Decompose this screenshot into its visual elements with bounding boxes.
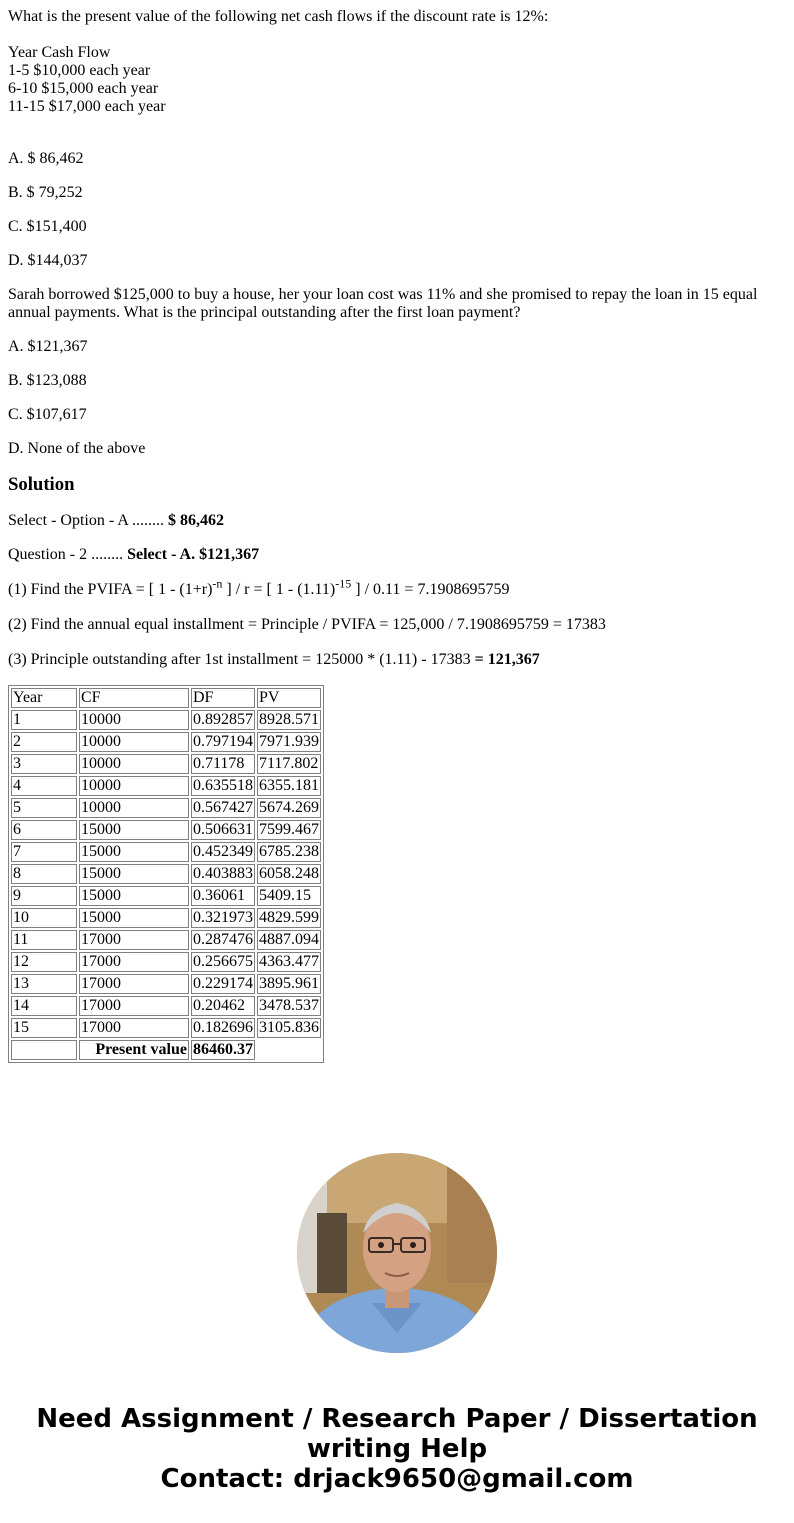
question2-option-a: A. $121,367 <box>8 338 88 355</box>
header-df: DF <box>191 688 255 708</box>
cell-df: 0.452349 <box>193 843 253 860</box>
cell-pv: 5674.269 <box>259 799 319 816</box>
solution-heading: Solution <box>8 474 75 495</box>
cell-year: 10 <box>11 908 77 928</box>
cell-pv: 7599.467 <box>259 821 319 838</box>
cell-year: 13 <box>11 974 77 994</box>
cashflow-list <box>8 44 786 116</box>
step1-part-c: ] / 0.11 = 7.1908695759 <box>351 581 510 598</box>
cell-cf: 15000 <box>79 886 189 906</box>
present-value-table <box>8 685 324 1063</box>
cell-year: 6 <box>11 820 77 840</box>
step1-superscript-n: -n <box>212 576 223 591</box>
cell-year: 5 <box>11 798 77 818</box>
answer2 <box>8 546 786 564</box>
table-row <box>11 996 321 1016</box>
cell-year: 7 <box>11 842 77 862</box>
cell-pv: 4363.477 <box>259 953 319 970</box>
table-row <box>11 820 321 840</box>
step1-part-a: (1) Find the PVIFA = [ 1 - (1+r) <box>8 581 213 598</box>
solution-step3 <box>8 650 786 669</box>
cell-cf: 15000 <box>79 820 189 840</box>
cell-df: 0.20462 <box>191 996 255 1016</box>
table-row <box>11 864 321 884</box>
cell-cf: 17000 <box>79 996 189 1016</box>
question1-prompt: What is the present value of the following net cash flows if the discount rate is 12%: <box>8 8 549 25</box>
cell-year: 11 <box>11 930 77 950</box>
table-row <box>11 1018 321 1038</box>
cell-cf: 10000 <box>79 776 189 796</box>
cell-year: 14 <box>11 996 77 1016</box>
cell-cf: 15000 <box>79 908 189 928</box>
author-portrait-image <box>297 1153 497 1353</box>
table-row <box>11 754 321 774</box>
question1-option-d: D. $144,037 <box>8 252 88 269</box>
cell-cf: 17000 <box>79 952 189 972</box>
cell-cf: 10000 <box>79 798 189 818</box>
answer2-value: Select - A. $121,367 <box>127 546 260 563</box>
cashflow-row: 11-15 $17,000 each year <box>8 98 166 115</box>
cell-pv: 8928.571 <box>259 711 319 728</box>
step1-part-b: ] / r = [ 1 - (1.11) <box>222 581 336 598</box>
cell-df: 0.567427 <box>193 799 253 816</box>
cell-pv: 4887.094 <box>259 931 319 948</box>
cell-df: 0.403883 <box>193 865 253 882</box>
question1-option-b: B. $ 79,252 <box>8 184 83 201</box>
cell-cf: 10000 <box>79 754 189 774</box>
cell-year: 9 <box>11 886 77 906</box>
cell-pv: 3895.961 <box>259 975 319 992</box>
cell-cf: 17000 <box>79 930 189 950</box>
cell-pv: 6785.238 <box>259 843 319 860</box>
document-content <box>8 8 786 1063</box>
step1-superscript-15: -15 <box>335 576 352 591</box>
cell-year: 3 <box>11 754 77 774</box>
cell-pv: 3105.836 <box>259 1019 319 1036</box>
question1-option-a: A. $ 86,462 <box>8 150 84 167</box>
cell-df: 0.182696 <box>193 1019 253 1036</box>
table-row <box>11 974 321 994</box>
question2-prompt: Sarah borrowed $125,000 to buy a house, her your loan cost was 11% and she promised to repay the loan in 15 equal annual payments. What is the principal outstanding after the first loan payment? <box>8 286 758 321</box>
table-row <box>11 776 321 796</box>
cell-df: 0.797194 <box>193 733 253 750</box>
cell-pv: 3478.537 <box>259 997 319 1014</box>
cell-year: 1 <box>11 710 77 730</box>
cell-cf: 15000 <box>79 864 189 884</box>
question2-option-c: C. $107,617 <box>8 406 87 423</box>
cell-cf: 17000 <box>79 974 189 994</box>
header-pv: PV <box>257 688 321 708</box>
cell-df: 0.71178 <box>191 754 255 774</box>
answer1-value: $ 86,462 <box>167 512 224 529</box>
table-row <box>11 886 321 906</box>
table-row <box>11 732 321 752</box>
table-total-row <box>11 1040 321 1060</box>
solution-step1 <box>8 576 786 599</box>
author-avatar <box>297 1153 497 1353</box>
header-year: Year <box>11 688 77 708</box>
cashflow-row: 1-5 $10,000 each year <box>8 62 151 79</box>
total-label: Present value <box>79 1040 189 1060</box>
cell-year: 8 <box>11 864 77 884</box>
cell-cf: 10000 <box>79 732 189 752</box>
cell-year: 12 <box>11 952 77 972</box>
cell-df: 0.287476 <box>193 931 253 948</box>
cashflow-row: 6-10 $15,000 each year <box>8 80 159 97</box>
cell-pv: 5409.15 <box>257 886 321 906</box>
table-row <box>11 908 321 928</box>
answer1 <box>8 512 786 530</box>
cell-year: 2 <box>11 732 77 752</box>
cell-df: 0.892857 <box>193 711 253 728</box>
cell-empty <box>11 1040 77 1060</box>
cell-year: 4 <box>11 776 77 796</box>
table-header-row <box>11 688 321 708</box>
solution-step2: (2) Find the annual equal installment = Principle / PVIFA = 125,000 / 7.1908695759 = 17383 <box>8 616 606 633</box>
cell-pv: 7117.802 <box>257 754 321 774</box>
question1-option-c: C. $151,400 <box>8 218 87 235</box>
cell-df: 0.36061 <box>191 886 255 906</box>
table-row <box>11 798 321 818</box>
cell-cf: 10000 <box>79 710 189 730</box>
cell-pv: 4829.599 <box>259 909 319 926</box>
question2-option-b: B. $123,088 <box>8 372 87 389</box>
promo-line-2: writing Help <box>306 1434 488 1464</box>
question1-options <box>8 150 786 270</box>
cell-year: 15 <box>11 1018 77 1038</box>
table-row <box>11 710 321 730</box>
question2-option-d: D. None of the above <box>8 440 146 457</box>
header-cf: CF <box>79 688 189 708</box>
table-row <box>11 952 321 972</box>
promo-line-1: Need Assignment / Research Paper / Dissertation <box>36 1404 758 1434</box>
cell-cf: 15000 <box>79 842 189 862</box>
step3-prefix: (3) Principle outstanding after 1st installment = 125000 * (1.11) - 17383 <box>8 651 475 668</box>
cell-pv: 6058.248 <box>259 865 319 882</box>
answer2-prefix: Question - 2 ........ <box>8 546 128 563</box>
cell-df: 0.256675 <box>193 953 253 970</box>
cell-df: 0.321973 <box>193 909 253 926</box>
cell-df: 0.635518 <box>193 777 253 794</box>
step3-value: = 121,367 <box>474 651 540 668</box>
total-value: 86460.37 <box>193 1041 253 1058</box>
cell-pv: 6355.181 <box>259 777 319 794</box>
cell-pv: 7971.939 <box>259 733 319 750</box>
cell-df: 0.506631 <box>193 821 253 838</box>
cell-df: 0.229174 <box>193 975 253 992</box>
cashflow-header: Year Cash Flow <box>8 44 111 61</box>
table-row <box>11 930 321 950</box>
cell-cf: 17000 <box>79 1018 189 1038</box>
answer1-prefix: Select - Option - A ........ <box>8 512 168 529</box>
table-row <box>11 842 321 862</box>
promo-contact: Contact: drjack9650@gmail.com <box>160 1464 634 1494</box>
